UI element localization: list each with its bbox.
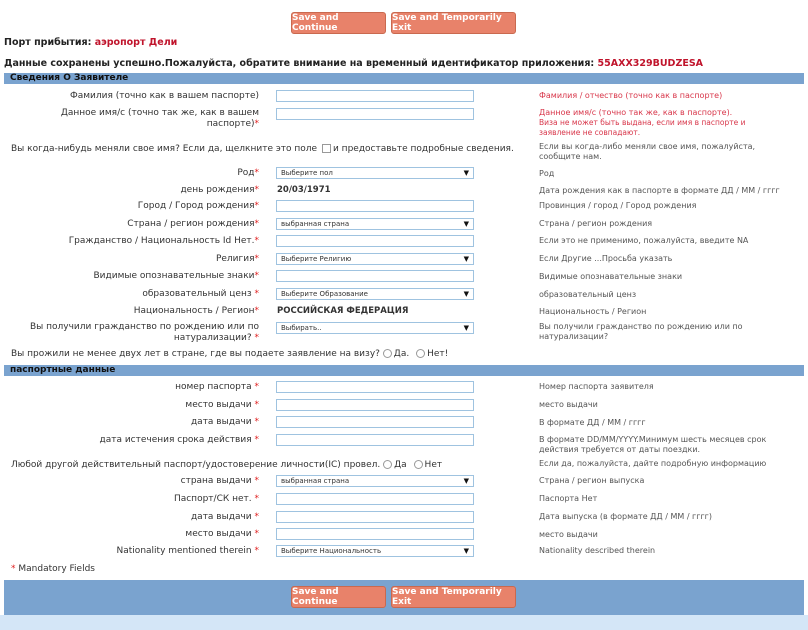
issue-date2-label: дата выдачи * — [190, 512, 259, 522]
issue-place-label: место выдачи * — [185, 400, 259, 410]
surname-hint: Фамилия / отчество (точно как в паспорте) — [539, 91, 723, 100]
save-exit-button-bottom[interactable]: Save and Temporarily Exit — [391, 586, 516, 608]
footer-strip — [0, 615, 808, 630]
issue-date-label: дата выдачи * — [190, 417, 259, 427]
given-name-label: Данное имя/с (точно так же, как в вашем паспорте)* — [60, 108, 259, 129]
ic-number-hint: Паспорта Нет — [539, 494, 598, 503]
expiry-hint: В формате DD/MM/YYYY.Минимум шесть месяцев срок действия требуется от даты поездки. — [539, 435, 767, 454]
ic-number-label: Паспорт/СК нет. * — [173, 494, 259, 504]
dob-hint: Дата рождения как в паспорте в формате ДД / ММ / гггг — [539, 186, 780, 195]
expiry-input[interactable] — [276, 434, 474, 446]
changed-name-row: Вы когда-нибудь меняли свое имя? Если да, щелкните это поле и предоставьте подробные сведения. — [11, 144, 514, 154]
issue-place-hint: место выдачи — [539, 400, 598, 409]
birth-city-hint: Провинция / город / Город рождения — [539, 201, 697, 210]
saved-message — [4, 58, 703, 69]
religion-label: Религия* — [215, 254, 259, 264]
chevron-down-icon: ▼ — [463, 324, 469, 332]
asterisk-icon: * — [11, 564, 16, 574]
nat-id-input[interactable] — [276, 235, 474, 247]
save-exit-button[interactable]: Save and Temporarily Exit — [391, 12, 516, 34]
issue-place2-input[interactable] — [276, 528, 474, 540]
two-years-row: Вы прожили не менее двух лет в стране, где вы подаете заявление на визу? Да. Нет! — [11, 349, 449, 359]
nat-therein-label: Nationality mentioned therein * — [116, 546, 259, 556]
chevron-down-icon: ▼ — [463, 169, 469, 177]
marks-hint: Видимые опознавательные знаки — [539, 272, 683, 281]
other-passport-row: Любой другой действительный паспорт/удостоверение личности(IC) провел. Да Нет — [11, 460, 443, 470]
given-name-input[interactable] — [276, 108, 474, 120]
changed-name-hint: Если вы когда-либо меняли свое имя, пожалуйста, сообщите нам. — [539, 142, 756, 161]
nat-therein-hint: Nationality described therein — [539, 546, 656, 555]
issue-country-select[interactable]: выбранная страна ▼ — [276, 475, 474, 487]
dob-label: день рождения* — [180, 185, 259, 195]
issue-place2-hint: место выдачи — [539, 530, 598, 539]
other-passport-no-radio[interactable] — [414, 460, 423, 469]
nationality-hint: Национальность / Регион — [539, 307, 647, 316]
birth-country-label: Страна / регион рождения* — [127, 219, 259, 229]
birth-country-hint: Страна / регион рождения — [539, 219, 653, 228]
other-passport-yes-radio[interactable] — [383, 460, 392, 469]
birth-citizen-label: Вы получили гражданство по рождению или по натурализации? * — [30, 322, 259, 343]
issue-date-input[interactable] — [276, 416, 474, 428]
passport-number-hint: Номер паспорта заявителя — [539, 382, 654, 391]
chevron-down-icon: ▼ — [463, 290, 469, 298]
chevron-down-icon: ▼ — [463, 220, 469, 228]
issue-place2-label: место выдачи * — [185, 529, 259, 539]
dob-value: 20/03/1971 — [277, 185, 331, 195]
port-label: Порт прибытия: — [4, 37, 92, 48]
education-hint: образовательный ценз — [539, 290, 637, 299]
surname-label: Фамилия (точно как в вашем паспорте) — [69, 91, 259, 101]
changed-name-label: Вы когда-нибудь меняли свое имя? Если да, щелкните это поле — [11, 144, 318, 154]
ic-number-input[interactable] — [276, 493, 474, 505]
gender-hint: Род — [539, 169, 555, 178]
gender-label: Род* — [237, 168, 259, 178]
surname-input[interactable] — [276, 90, 474, 102]
education-select[interactable]: Выберите Образование ▼ — [276, 288, 474, 300]
port-value: аэропорт Дели — [94, 37, 178, 48]
religion-hint: Если Другие ...Просьба указать — [539, 254, 673, 263]
passport-section-header: паспортные данные — [4, 365, 804, 376]
nationality-label: Национальность / Регион* — [133, 306, 259, 316]
issue-country-label: страна выдачи * — [180, 476, 259, 486]
applicant-section-header: Сведения О Заявителе — [4, 73, 804, 84]
mandatory-note: * Mandatory Fields — [11, 564, 95, 574]
given-name-hint: Данное имя/с (точно так же, как в паспорте). Виза не может быть выдана, если имя в паспорте и заявление не совпадают. — [539, 108, 746, 137]
religion-select[interactable]: Выберите Религию ▼ — [276, 253, 474, 265]
port-of-arrival — [4, 37, 177, 48]
chevron-down-icon: ▼ — [463, 547, 469, 555]
birth-citizen-select[interactable]: Выбирать.. ▼ — [276, 322, 474, 334]
two-years-no-radio[interactable] — [416, 349, 425, 358]
gender-select[interactable]: Выберите пол ▼ — [276, 167, 474, 179]
nationality-value: РОССИЙСКАЯ ФЕДЕРАЦИЯ — [277, 306, 409, 316]
save-continue-button[interactable]: Save and Continue — [291, 12, 386, 34]
birth-citizen-hint: Вы получили гражданство по рождению или по натурализации? — [539, 322, 743, 341]
nat-therein-select[interactable]: Выберите Национальность ▼ — [276, 545, 474, 557]
issue-date-hint: В формате ДД / ММ / гггг — [539, 418, 646, 427]
birth-city-input[interactable] — [276, 200, 474, 212]
chevron-down-icon: ▼ — [463, 255, 469, 263]
birth-country-select[interactable]: выбранная страна ▼ — [276, 218, 474, 230]
marks-input[interactable] — [276, 270, 474, 282]
top-button-bar — [0, 0, 808, 36]
birth-city-label: Город / Город рождения* — [137, 201, 259, 211]
other-passport-hint: Если да, пожалуйста, дайте подробную информацию — [539, 459, 767, 468]
issue-date2-input[interactable] — [276, 511, 474, 523]
passport-number-input[interactable] — [276, 381, 474, 393]
nat-id-label: Гражданство / Национальность Id Нет.* — [68, 236, 259, 246]
temp-app-id: 55AXX329BUDZESA — [597, 58, 704, 69]
two-years-label: Вы прожили не менее двух лет в стране, где вы подаете заявление на визу? — [11, 349, 380, 359]
chevron-down-icon: ▼ — [463, 477, 469, 485]
issue-country-hint: Страна / регион выпуска — [539, 476, 645, 485]
save-continue-button-bottom[interactable]: Save and Continue — [291, 586, 386, 608]
passport-number-label: номер паспорта * — [175, 382, 259, 392]
other-passport-label: Любой другой действительный паспорт/удостоверение личности(IC) провел. — [11, 460, 381, 470]
two-years-yes-radio[interactable] — [383, 349, 392, 358]
marks-label: Видимые опознавательные знаки* — [93, 271, 259, 281]
expiry-label: дата истечения срока действия * — [99, 435, 259, 445]
issue-date2-hint: Дата выпуска (в формате ДД / ММ / гггг) — [539, 512, 712, 521]
nat-id-hint: Если это не применимо, пожалуйста, введите NA — [539, 236, 749, 245]
education-label: образовательный ценз * — [142, 289, 259, 299]
changed-name-checkbox[interactable] — [322, 144, 331, 153]
saved-text: Данные сохранены успешно.Пожалуйста, обратите внимание на временный идентификатор приложения: — [4, 58, 595, 69]
issue-place-input[interactable] — [276, 399, 474, 411]
